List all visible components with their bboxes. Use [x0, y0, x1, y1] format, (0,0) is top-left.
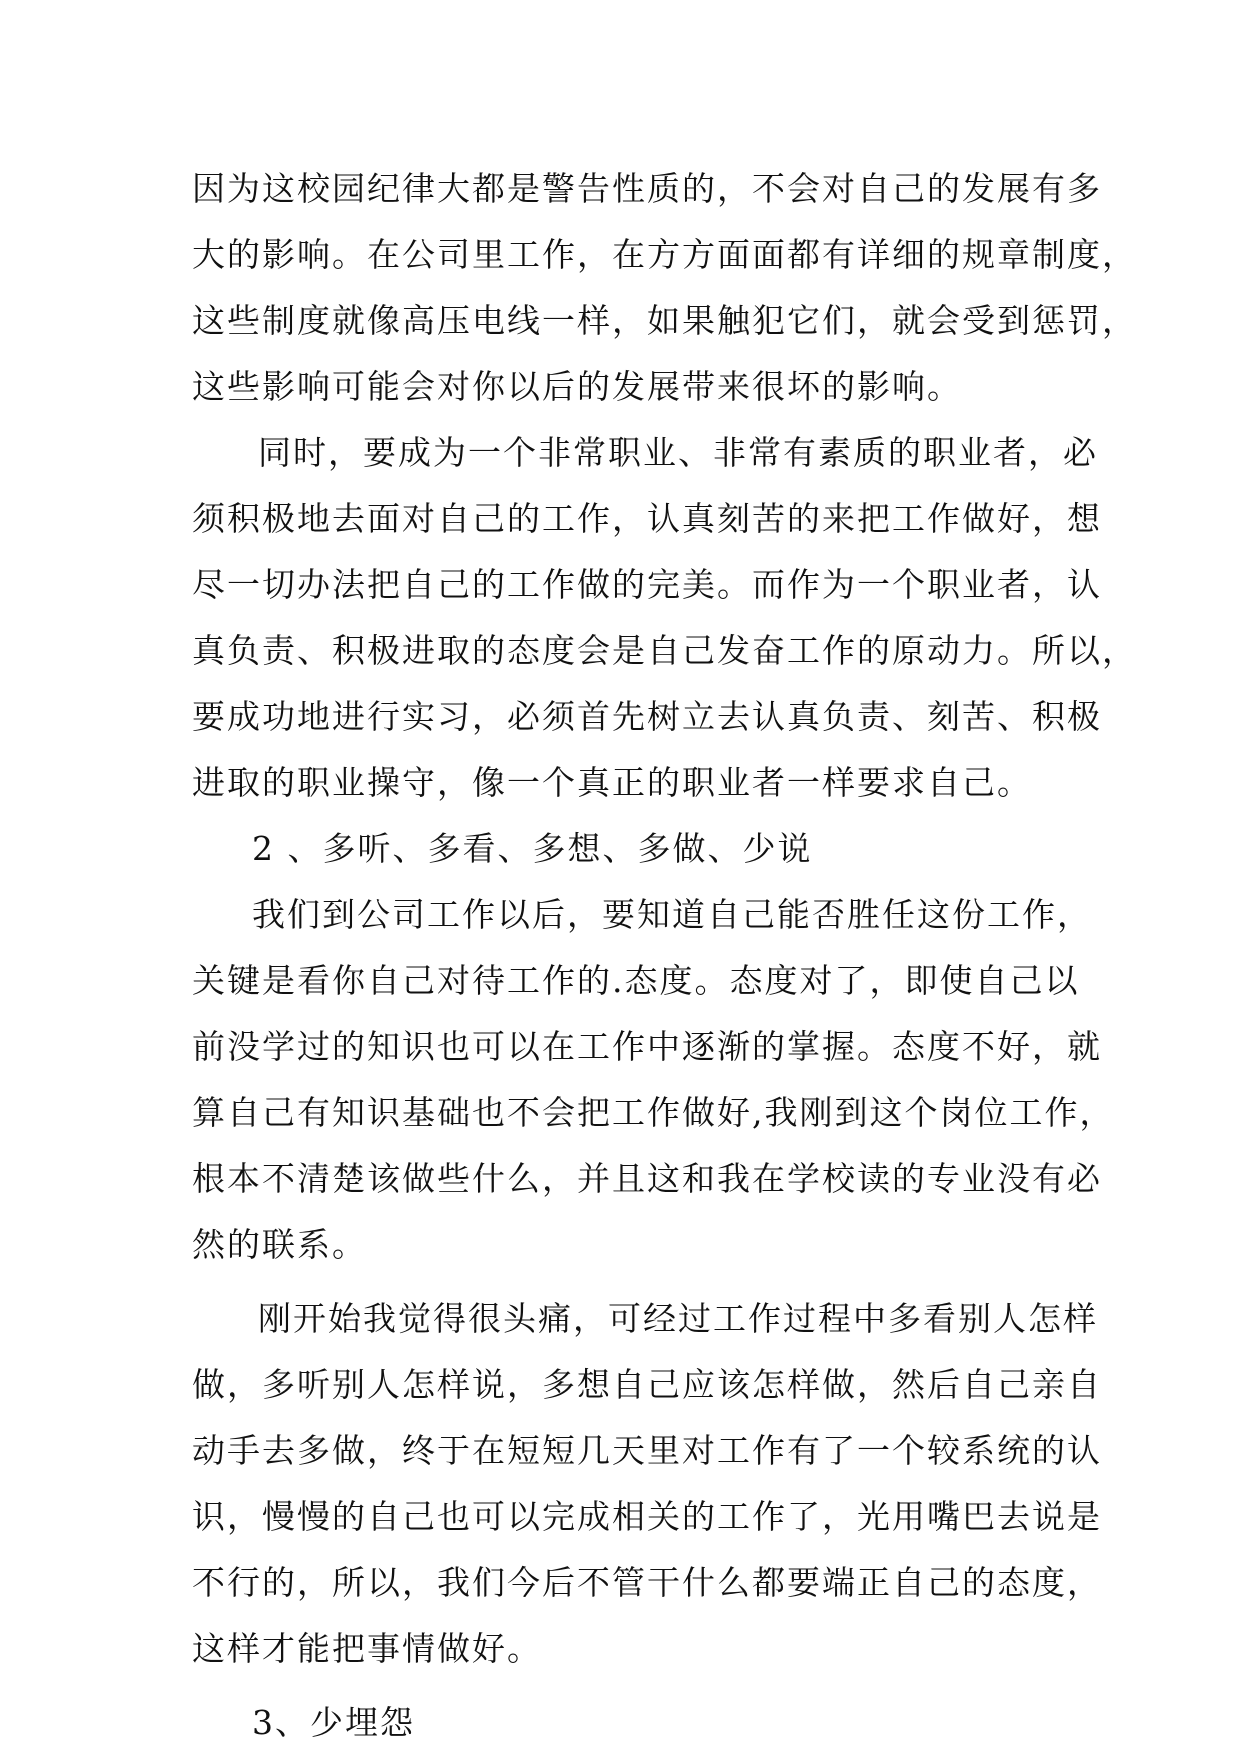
paragraph-start-line: 刚开始我觉得很头痛，可经过工作过程中多看别人怎样: [258, 1299, 1098, 1338]
text-line: 进取的职业操守，像一个真正的职业者一样要求自己。: [192, 763, 1032, 802]
text-line: 然的联系。: [192, 1225, 367, 1264]
text-line: 前没学过的知识也可以在工作中逐渐的掌握。态度不好，就: [192, 1027, 1102, 1066]
text-line: 做，多听别人怎样说，多想自己应该怎样做，然后自己亲自: [192, 1365, 1102, 1404]
text-line: 须积极地去面对自己的工作，认真刻苦的来把工作做好，想: [192, 499, 1102, 538]
text-line: 这些影响可能会对你以后的发展带来很坏的影响。: [192, 367, 962, 406]
section-heading: 3、少埋怨: [252, 1703, 415, 1742]
text-line: 根本不清楚该做些什么，并且这和我在学校读的专业没有必: [192, 1159, 1102, 1198]
text-line: 大的影响。在公司里工作，在方方面面都有详细的规章制度，: [192, 235, 1137, 274]
text-line: 要成功地进行实习，必须首先树立去认真负责、刻苦、积极: [192, 697, 1102, 736]
paragraph-start-line: 我们到公司工作以后，要知道自己能否胜任这份工作，: [252, 895, 1092, 934]
text-line: 尽一切办法把自己的工作做的完美。而作为一个职业者，认: [192, 565, 1102, 604]
text-line: 因为这校园纪律大都是警告性质的，不会对自己的发展有多: [192, 169, 1102, 208]
section-heading: 2 、多听、多看、多想、多做、少说: [252, 829, 813, 868]
text-line: 这样才能把事情做好。: [192, 1629, 542, 1668]
text-line: 不行的，所以，我们今后不管干什么都要端正自己的态度，: [192, 1563, 1102, 1602]
text-line: 这些制度就像高压电线一样，如果触犯它们，就会受到惩罚，: [192, 301, 1137, 340]
text-line: 真负责、积极进取的态度会是自己发奋工作的原动力。所以，: [192, 631, 1137, 670]
document-body: [192, 156, 1137, 1756]
text-line: 算自己有知识基础也不会把工作做好,我刚到这个岗位工作，: [192, 1093, 1115, 1132]
text-line: 识，慢慢的自己也可以完成相关的工作了，光用嘴巴去说是: [192, 1497, 1102, 1536]
text-line: 关键是看你自己对待工作的.态度。态度对了，即使自己以: [192, 961, 1080, 1000]
text-line: 动手去多做，终于在短短几天里对工作有了一个较系统的认: [192, 1431, 1102, 1470]
paragraph-start-line: 同时，要成为一个非常职业、非常有素质的职业者，必: [258, 433, 1098, 472]
